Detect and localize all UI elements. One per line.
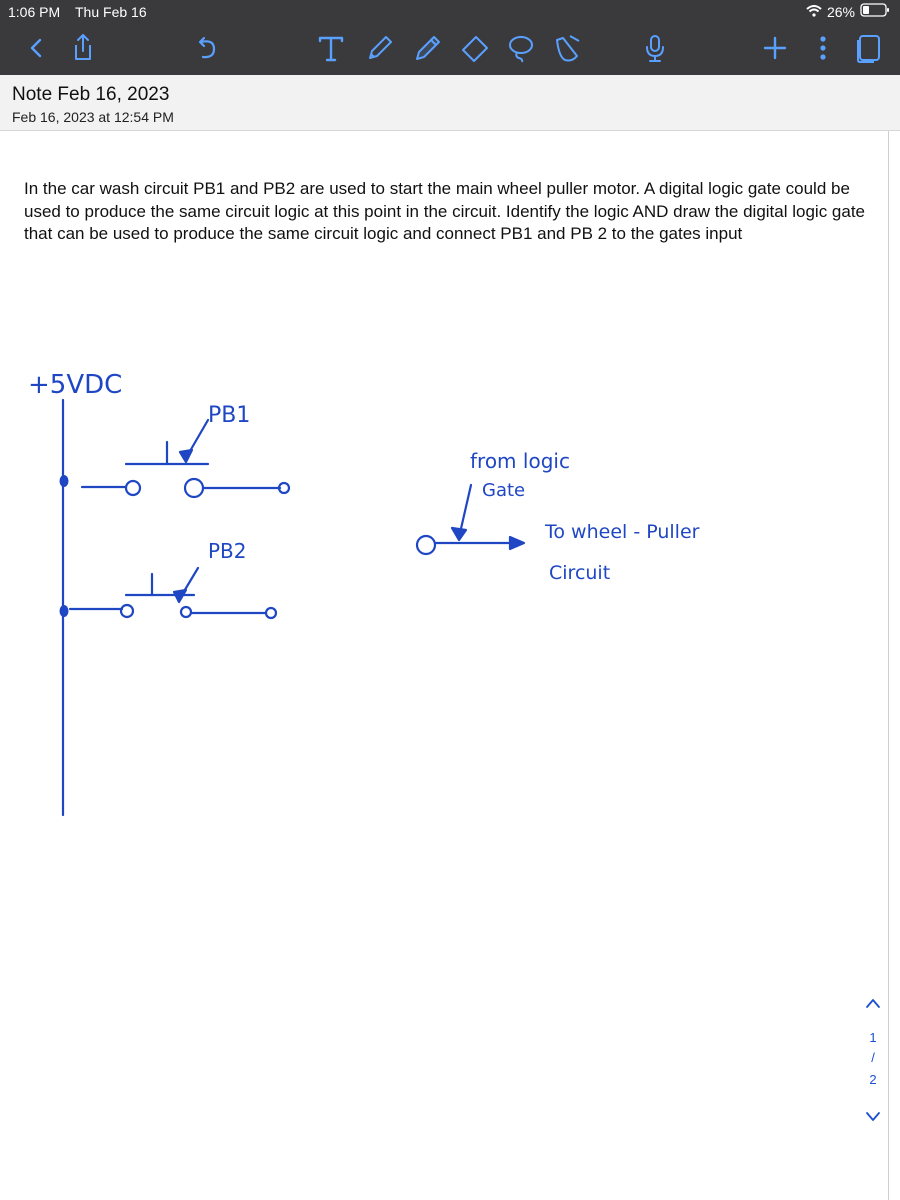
chevron-down-icon[interactable] — [864, 1110, 882, 1124]
junction-dot — [60, 475, 69, 487]
chevron-up-icon[interactable] — [864, 996, 882, 1010]
pb2-contact-left — [121, 605, 133, 617]
page-navigator — [860, 990, 886, 1130]
gate-contact-arrow — [460, 485, 471, 533]
pb2-contact-right — [181, 607, 191, 617]
gate-input-terminal — [417, 536, 435, 554]
total-page-number: 2 — [869, 1072, 877, 1087]
question-text: In the car wash circuit PB1 and PB2 are used to start the main wheel puller motor. A digital logic gate could be used to produce the same circuit logic at this point in the circuit. Identify the logic AND draw the digital logic gate that can be used to produce the same circuit logic and connect PB1 and PB 2 to the gates input — [24, 179, 866, 243]
status-time: 1:06 PM — [8, 4, 61, 20]
from-logic-label: from logic — [470, 449, 570, 473]
pb1-label: PB1 — [208, 403, 251, 428]
pb2-label: PB2 — [208, 539, 247, 563]
pb2-output-terminal — [266, 608, 276, 618]
gate-contact-arrowhead — [452, 528, 466, 540]
pb1-arrowhead — [180, 450, 192, 462]
note-date: Feb 16, 2023 at 12:54 PM — [12, 109, 174, 125]
pb1-contact-right — [185, 479, 203, 497]
status-date: Thu Feb 16 — [75, 4, 147, 20]
pb1-contact-left — [126, 481, 140, 495]
to-wheel-circuit-label: Circuit — [549, 562, 611, 584]
page-separator: / — [871, 1050, 875, 1065]
junction-dot — [60, 605, 69, 617]
current-page-number: 1 — [869, 1030, 877, 1045]
gate-output-arrowhead — [510, 537, 524, 549]
supply-label: +5VDC — [28, 370, 123, 400]
note-title[interactable]: Note Feb 16, 2023 — [12, 84, 170, 105]
to-wheel-label: To wheel - Puller — [545, 521, 700, 543]
from-logic-gate-label: Gate — [482, 480, 526, 501]
battery-percent: 26% — [826, 3, 855, 20]
